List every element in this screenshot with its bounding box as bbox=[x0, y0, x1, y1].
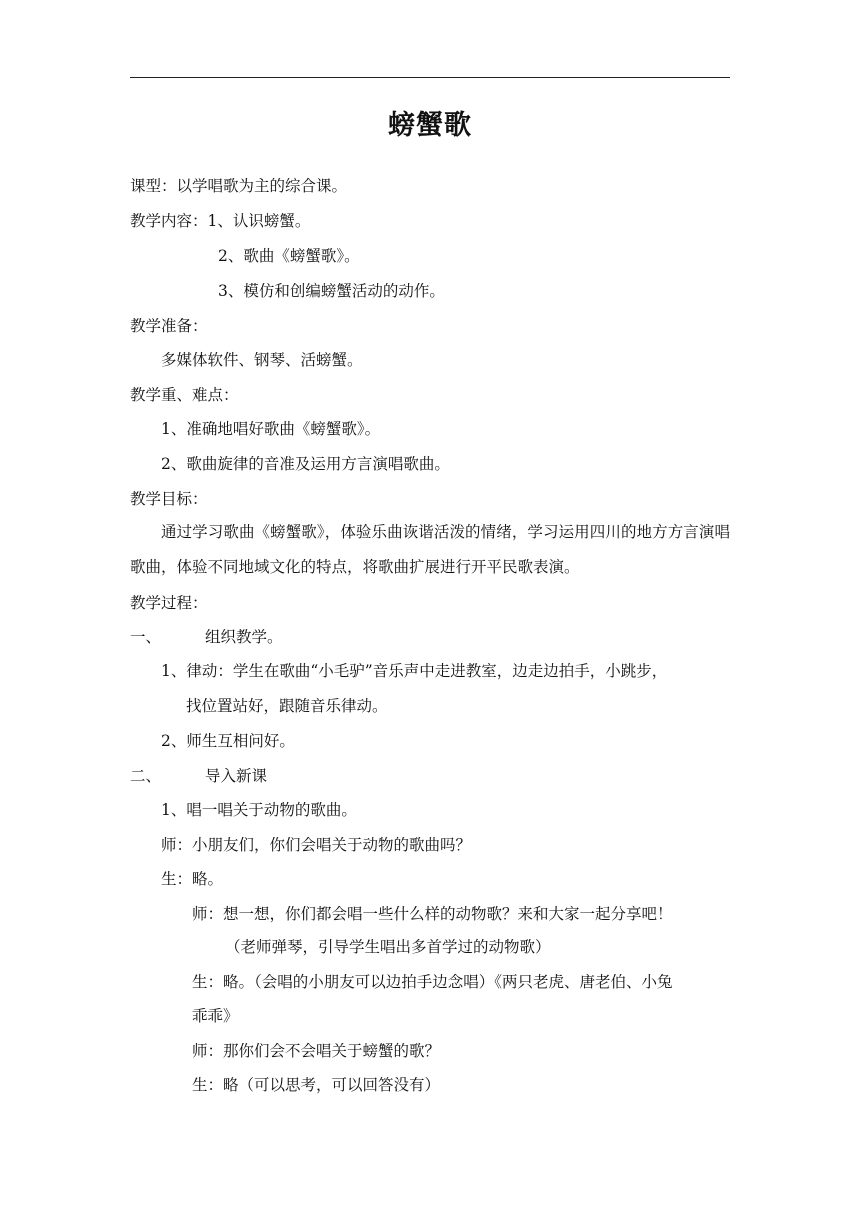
section-1-heading bbox=[130, 627, 283, 647]
section-1-title: 组织教学。 bbox=[205, 628, 283, 646]
student-answer-1: 生：略。 bbox=[161, 870, 224, 888]
student-answer-3: 生：略（可以思考，可以回答没有） bbox=[192, 1076, 441, 1094]
teacher-note: （老师弹琴，引导学生唱出多首学过的动物歌） bbox=[225, 938, 551, 956]
process-heading: 教学过程： bbox=[130, 594, 208, 612]
key-point-2: 2、歌曲旋律的音准及运用方言演唱歌曲。 bbox=[161, 455, 450, 473]
lesson-type: 课型：以学唱歌为主的综合课。 bbox=[130, 177, 348, 195]
s1-item-1-line-1: 1、律动：学生在歌曲“小毛驴”音乐声中走进教室，边走边拍手，小跳步， bbox=[161, 662, 668, 680]
key-points-heading: 教学重、难点： bbox=[130, 386, 239, 404]
student-answer-2-line-1: 生：略。（会唱的小朋友可以边拍手边念唱）《两只老虎、唐老伯、小兔 bbox=[192, 973, 673, 991]
section-2-title: 导入新课 bbox=[205, 767, 268, 785]
document-title: 螃蟹歌 bbox=[388, 110, 472, 141]
section-1-number: 一、 bbox=[130, 628, 162, 646]
content-item-1: 教学内容：1、认识螃蟹。 bbox=[130, 212, 311, 230]
goals-paragraph: 通过学习歌曲《螃蟹歌》，体验乐曲诙谐活泼的情绪，学习运用四川的地方方言演唱歌曲，体验不同地域文化的特点，将歌曲扩展进行开平民歌表演。 bbox=[130, 523, 730, 576]
content-item-3: 3、模仿和创编螃蟹活动的动作。 bbox=[218, 282, 445, 300]
prep-heading: 教学准备： bbox=[130, 317, 208, 335]
goals-heading: 教学目标： bbox=[130, 490, 208, 508]
student-answer-2-line-2: 乖乖》 bbox=[192, 1007, 239, 1025]
key-point-1: 1、准确地唱好歌曲《螃蟹歌》。 bbox=[161, 420, 381, 438]
prep-text: 多媒体软件、钢琴、活螃蟹。 bbox=[161, 351, 363, 369]
teacher-question-1: 师：小朋友们，你们会唱关于动物的歌曲吗？ bbox=[161, 836, 472, 854]
teacher-question-2: 师：想一想，你们都会唱一些什么样的动物歌？来和大家一起分享吧！ bbox=[192, 905, 673, 923]
section-2-heading bbox=[130, 766, 267, 786]
s1-item-1-line-2: 找位置站好，跟随音乐律动。 bbox=[186, 697, 388, 715]
s1-item-2: 2、师生互相问好。 bbox=[161, 732, 295, 750]
teacher-question-3: 师：那你们会不会唱关于螃蟹的歌？ bbox=[192, 1042, 441, 1060]
section-2-number: 二、 bbox=[130, 767, 162, 785]
s2-item-1: 1、唱一唱关于动物的歌曲。 bbox=[161, 801, 357, 819]
content-item-2: 2、歌曲《螃蟹歌》。 bbox=[218, 247, 360, 265]
header-rule bbox=[130, 77, 730, 78]
